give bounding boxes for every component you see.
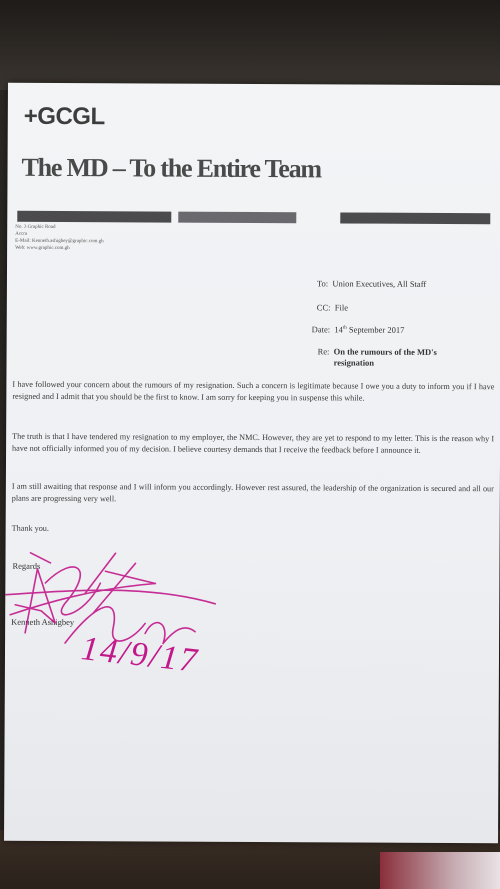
date-rest: September 2017: [346, 324, 405, 335]
paragraph-3: I am still awaiting that response and I will inform you accordingly. However rest assured, the leadership of the organization is secured and all our plans are progressing very well.: [11, 481, 494, 504]
cc-value: File: [334, 302, 349, 313]
to-value: Union Executives, All Staff: [332, 278, 427, 289]
letter-paper: [4, 83, 500, 844]
address-line: E-Mail: Kenneth.ashigbey@graphic.com.gh: [15, 238, 104, 245]
date-label: Date:: [311, 324, 331, 335]
paragraph-2: The truth is that I have tendered my resignation to my employer, the NMC. However, they are yet to respond to my letter. This is the reason why I have not officially informed you of my decision. I believe courtesy demands that I receive the feedback before I announce it.: [12, 431, 495, 455]
re-line: resignation: [333, 357, 375, 368]
handwritten-signature: [4, 83, 500, 844]
to-label: To:: [316, 278, 329, 289]
address-line: No. 3 Graphic Road: [15, 224, 56, 230]
date-day: 14: [334, 324, 343, 335]
cc-label: CC:: [316, 302, 331, 313]
date-suffix: th: [342, 325, 347, 331]
handwritten-date: 14/9/17: [79, 630, 201, 680]
paragraph-1: I have followed your concern about the rumours of my resignation. Such a concern is legitimate because I owe you a duty to inform you if I have resigned and I admit that you should be the first to know. I am sorry for keeping you in suspense this while.: [12, 379, 495, 403]
letter-headline: The MD – To the Entire Team: [21, 152, 322, 184]
re-label: Re:: [317, 346, 330, 357]
closing: Regards: [12, 560, 41, 571]
address-line: Web: www.graphic.com.gh: [15, 245, 70, 252]
paragraph-4: Thank you.: [11, 523, 49, 533]
background-top: [0, 0, 500, 90]
background-object: [380, 852, 500, 889]
address-line: Accra: [15, 231, 28, 237]
signatory-name: Kenneth Ashigbey: [11, 616, 75, 628]
company-logo: +GCGL: [23, 102, 105, 131]
re-line: On the rumours of the MD's: [333, 346, 437, 357]
